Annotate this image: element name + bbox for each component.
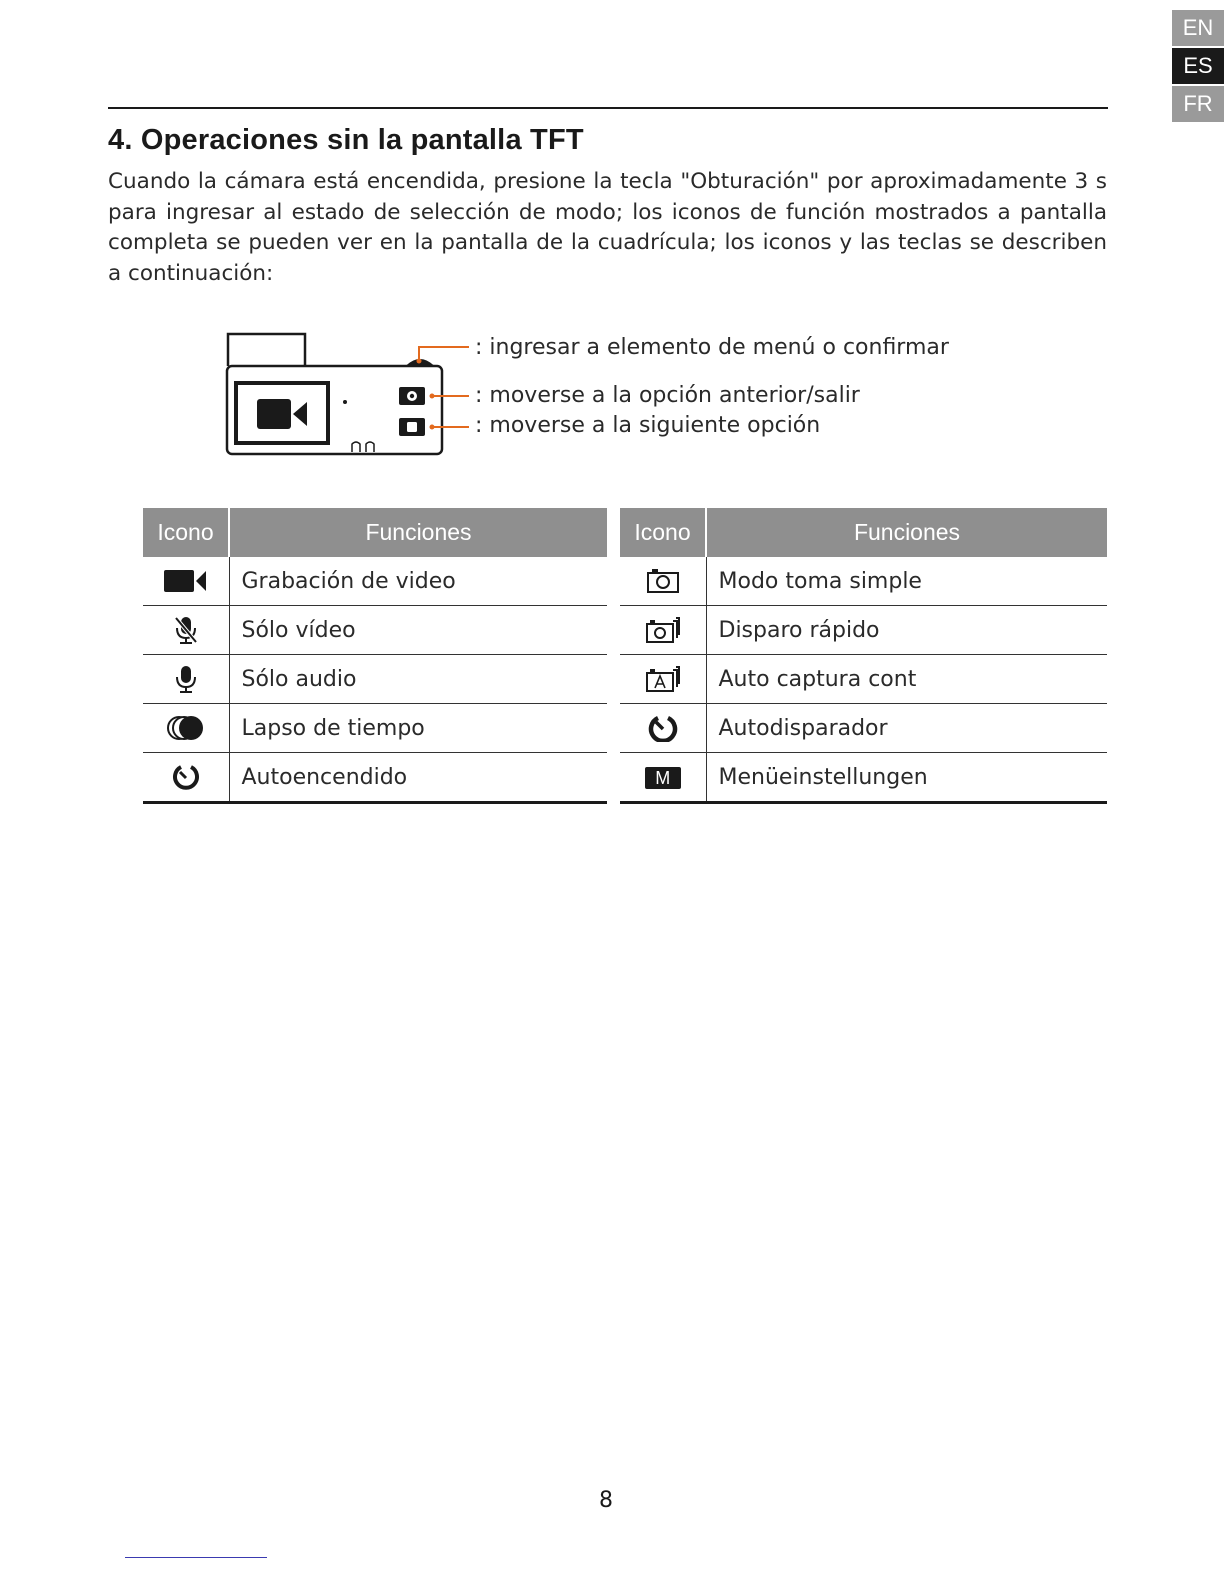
section-title: 4. Operaciones sin la pantalla TFT	[108, 124, 584, 156]
header-functions: Funciones	[706, 508, 1107, 557]
mic-muted-icon	[173, 615, 199, 645]
function-label: Modo toma simple	[706, 557, 1107, 606]
menu-m-icon: M	[645, 767, 681, 789]
table-row	[620, 655, 1107, 704]
header-rule	[108, 107, 1108, 109]
function-label: Disparo rápido	[706, 606, 1107, 655]
photo-camera-icon	[646, 568, 680, 594]
function-label: Lapso de tiempo	[229, 704, 607, 753]
function-label: Auto captura cont	[706, 655, 1107, 704]
table-row	[620, 606, 1107, 655]
mic-icon	[173, 664, 199, 694]
diagram-label-next: : moverse a la siguiente opción	[475, 413, 821, 438]
auto-capture-icon	[645, 665, 681, 693]
video-camera-icon	[164, 568, 208, 594]
function-label: Sólo audio	[229, 655, 607, 704]
timer-icon	[172, 763, 200, 791]
self-timer-icon	[648, 714, 678, 742]
language-tabs	[1172, 10, 1224, 124]
lang-tab-fr[interactable]: FR	[1172, 86, 1224, 122]
page-number: 8	[599, 1488, 613, 1513]
table-row	[143, 655, 607, 704]
intro-paragraph: Cuando la cámara está encendida, presione la tecla "Obturación" por aproximadamente 3 s para ingresar al estado de selección de modo; los iconos de función mostrados a pantalla completa se pueden ver en la pantalla de la cuadrícula; los iconos y las teclas se describen a continuación:	[108, 169, 1107, 286]
photo-modes-table	[620, 508, 1107, 804]
function-label: Menüeinstellungen	[706, 753, 1107, 803]
function-label: Sólo vídeo	[229, 606, 607, 655]
table-row	[620, 704, 1107, 753]
header-icon: Icono	[620, 508, 706, 557]
header-functions: Funciones	[229, 508, 607, 557]
table-row	[143, 606, 607, 655]
table-row	[143, 704, 607, 753]
camera-illustration-icon	[225, 330, 475, 460]
function-label: Grabación de video	[229, 557, 607, 606]
burst-camera-icon	[645, 616, 681, 644]
camera-buttons-diagram	[225, 330, 955, 460]
lang-tab-en[interactable]: EN	[1172, 10, 1224, 46]
header-icon: Icono	[143, 508, 229, 557]
table-row	[143, 557, 607, 606]
table-row	[620, 753, 1107, 803]
video-modes-table	[143, 508, 607, 804]
function-label: Autodisparador	[706, 704, 1107, 753]
diagram-label-previous: : moverse a la opción anterior/salir	[475, 383, 860, 408]
table-row	[143, 753, 607, 803]
lang-tab-es[interactable]: ES	[1172, 48, 1224, 84]
table-row	[620, 557, 1107, 606]
footer-rule	[125, 1557, 267, 1558]
timelapse-icon	[167, 715, 205, 741]
function-label: Autoencendido	[229, 753, 607, 803]
diagram-label-confirm: : ingresar a elemento de menú o confirmar	[475, 335, 949, 360]
